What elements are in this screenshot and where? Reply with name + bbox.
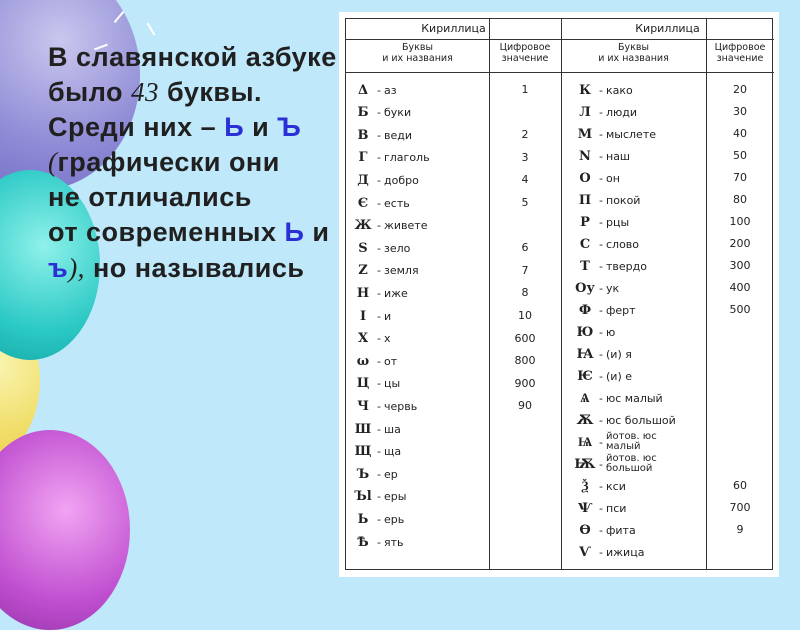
letter-name: покой bbox=[606, 193, 641, 207]
letter-row bbox=[352, 531, 404, 553]
cyrillic-table bbox=[345, 18, 773, 570]
dash-separator: - bbox=[599, 303, 603, 317]
letter-row bbox=[352, 147, 430, 169]
letter-name: йотов. юс большой bbox=[606, 453, 657, 474]
dash-separator: - bbox=[599, 127, 603, 141]
letter-name: кси bbox=[606, 479, 626, 493]
dash-separator: - bbox=[377, 377, 381, 391]
letter-row bbox=[352, 418, 401, 440]
dash-separator: - bbox=[599, 479, 603, 493]
cyrillic-glyph: Ъl bbox=[354, 489, 372, 505]
numeric-value: 60 bbox=[733, 479, 747, 492]
letter-row bbox=[574, 189, 640, 211]
letter-name: есть bbox=[384, 196, 410, 210]
letter-row bbox=[352, 373, 400, 395]
letter-name: (и) я bbox=[606, 347, 632, 361]
numeric-value bbox=[489, 531, 561, 553]
numeric-value: 8 bbox=[521, 286, 529, 300]
letter-row bbox=[574, 255, 647, 277]
letter-row bbox=[574, 277, 619, 299]
dash-separator: - bbox=[599, 347, 603, 361]
numeric-value bbox=[706, 541, 774, 563]
letter-row bbox=[574, 233, 639, 255]
dash-separator: - bbox=[599, 105, 603, 119]
letter-name: ша bbox=[384, 422, 401, 436]
dash-separator: - bbox=[377, 241, 381, 255]
numeric-value bbox=[706, 343, 774, 365]
letter-row bbox=[352, 215, 427, 237]
letter-row bbox=[574, 167, 620, 189]
numeric-value: 70 bbox=[733, 171, 747, 184]
cyrillic-glyph: Л bbox=[579, 104, 591, 120]
letter-name: х bbox=[384, 332, 391, 346]
dash-separator: - bbox=[377, 128, 381, 142]
cyrillic-glyph: Ѱ bbox=[577, 500, 593, 516]
cyrillic-glyph: Ѧ bbox=[580, 391, 590, 406]
letter-row bbox=[574, 211, 629, 233]
dash-separator: - bbox=[599, 435, 603, 449]
cyrillic-glyph: Щ bbox=[354, 444, 372, 460]
letter-name: ерь bbox=[384, 512, 405, 526]
dash-separator: - bbox=[599, 171, 603, 185]
letter-name: ю bbox=[606, 325, 616, 339]
letter-row bbox=[574, 145, 630, 167]
cyrillic-glyph: Б bbox=[357, 105, 369, 121]
left-header: Кириллица bbox=[346, 19, 561, 40]
cyrillic-glyph: Ѥ bbox=[577, 368, 593, 384]
numeric-value: 900 bbox=[514, 376, 536, 390]
cyrillic-glyph: Ѳ bbox=[579, 522, 591, 538]
letter-name: глаголь bbox=[384, 151, 430, 165]
numeric-value: 6 bbox=[521, 241, 529, 255]
numeric-value: 90 bbox=[518, 399, 532, 413]
letter-row bbox=[352, 192, 410, 214]
text-line bbox=[48, 145, 348, 180]
letter-name: и bbox=[384, 309, 392, 323]
letter-name: фита bbox=[606, 523, 636, 537]
letter-row bbox=[574, 343, 632, 365]
numeric-value bbox=[489, 418, 561, 440]
cyrillic-glyph: Ѭ bbox=[574, 456, 596, 472]
letter-row bbox=[574, 409, 676, 431]
right-letters-subheader: Буквы и их названия bbox=[561, 39, 706, 73]
numeric-value: 7 bbox=[521, 263, 529, 277]
letter-row bbox=[574, 453, 684, 475]
numeric-value bbox=[489, 486, 561, 508]
letter-name: веди bbox=[384, 128, 413, 142]
letter-row bbox=[574, 541, 644, 563]
dash-separator: - bbox=[599, 237, 603, 251]
letter-name: земля bbox=[384, 264, 419, 278]
magenta-balloon-decoration bbox=[0, 430, 130, 630]
numeric-value: 500 bbox=[729, 303, 751, 316]
letter-name: слово bbox=[606, 237, 640, 251]
numeric-value: 5 bbox=[521, 196, 529, 209]
dash-separator: - bbox=[377, 445, 381, 459]
cyrillic-glyph: Р bbox=[580, 214, 590, 230]
letter-name: юс большой bbox=[606, 413, 676, 427]
numeric-value: 40 bbox=[733, 127, 747, 140]
letter-name: цы bbox=[384, 377, 401, 391]
cyrillic-glyph: Оу bbox=[575, 280, 595, 296]
letter-row bbox=[352, 305, 391, 327]
letter-name: ижица bbox=[606, 545, 645, 559]
text-fragment: не отличались bbox=[48, 182, 252, 213]
dash-separator: - bbox=[599, 215, 603, 229]
letter-name: йотов. юс малый bbox=[606, 431, 657, 452]
dash-separator: - bbox=[599, 457, 603, 471]
dash-separator: - bbox=[377, 309, 381, 323]
letter-row bbox=[352, 102, 411, 124]
soft-sign-highlight: Ь bbox=[284, 217, 305, 248]
text-fragment: буквы. bbox=[159, 77, 263, 108]
dash-separator: - bbox=[599, 259, 603, 273]
numeric-value: 1 bbox=[521, 83, 529, 96]
dash-separator: - bbox=[377, 535, 381, 549]
text-fragment: ), bbox=[68, 252, 85, 283]
cyrillic-glyph: ω bbox=[356, 353, 370, 369]
cyrillic-glyph: Г bbox=[358, 150, 368, 166]
cyrillic-glyph: Ѫ bbox=[576, 412, 594, 428]
numeric-value: 20 bbox=[733, 83, 747, 96]
dash-separator: - bbox=[377, 196, 381, 210]
numeric-value: 50 bbox=[733, 149, 747, 162]
dash-separator: - bbox=[599, 83, 603, 97]
text-fragment: ( bbox=[48, 147, 58, 178]
numeric-value: 80 bbox=[733, 193, 747, 206]
letter-name: ять bbox=[384, 535, 404, 549]
letter-name: наш bbox=[606, 149, 630, 163]
letter-row bbox=[352, 79, 397, 101]
letter-row bbox=[352, 328, 391, 350]
cyrillic-glyph: П bbox=[578, 192, 592, 208]
text-fragment: от современных bbox=[48, 217, 285, 248]
cyrillic-glyph: І bbox=[359, 308, 367, 324]
text-fragment: и bbox=[244, 112, 278, 143]
cyrillic-glyph: М bbox=[577, 126, 593, 142]
letter-row bbox=[574, 387, 663, 409]
numeric-value bbox=[706, 431, 774, 453]
letter-name: люди bbox=[606, 105, 638, 119]
cyrillic-glyph: Є bbox=[357, 195, 369, 211]
letter-row bbox=[574, 365, 632, 387]
letter-name: аз bbox=[384, 83, 397, 97]
hard-sign-highlight: Ъ bbox=[277, 112, 302, 143]
cyrillic-glyph: Ѣ bbox=[357, 534, 369, 550]
cyrillic-glyph: Ѵ bbox=[579, 544, 591, 560]
text-fragment: В славянской азбуке bbox=[48, 42, 337, 72]
letter-row bbox=[574, 79, 633, 101]
cyrillic-glyph: Ь bbox=[357, 511, 369, 527]
cyrillic-glyph: Ѯ bbox=[581, 479, 589, 494]
letter-name: твердо bbox=[606, 259, 647, 273]
letter-row bbox=[574, 321, 615, 343]
letter-row bbox=[352, 486, 406, 508]
letter-row bbox=[352, 441, 401, 463]
dash-separator: - bbox=[599, 545, 603, 559]
dash-separator: - bbox=[377, 422, 381, 436]
cyrillic-glyph: Ю bbox=[576, 324, 594, 340]
text-fragment: графически они bbox=[57, 147, 280, 178]
text-line bbox=[48, 215, 348, 250]
letter-name: живете bbox=[384, 219, 428, 233]
letter-row bbox=[352, 282, 408, 304]
cyrillic-glyph: Ꙗ bbox=[576, 346, 594, 362]
numeric-value: 800 bbox=[514, 354, 536, 368]
letter-name: (и) е bbox=[606, 369, 632, 383]
text-line bbox=[48, 251, 348, 286]
numeric-value: 300 bbox=[729, 259, 751, 272]
letter-row bbox=[352, 124, 412, 146]
dash-separator: - bbox=[377, 219, 381, 233]
letter-row bbox=[352, 508, 404, 530]
dash-separator: - bbox=[599, 325, 603, 339]
cyrillic-glyph: Д bbox=[357, 172, 369, 188]
cyrillic-glyph: N bbox=[579, 148, 591, 164]
cyrillic-glyph: К bbox=[579, 82, 591, 98]
dash-separator: - bbox=[599, 369, 603, 383]
letter-row bbox=[352, 260, 419, 282]
dash-separator: - bbox=[599, 193, 603, 207]
numeric-value bbox=[489, 441, 561, 463]
letter-row bbox=[574, 431, 684, 453]
numeric-value: 400 bbox=[729, 281, 751, 294]
left-letters-subheader: Буквы и их названия bbox=[346, 39, 489, 73]
letter-name: еры bbox=[384, 490, 407, 504]
cyrillic-glyph: Ж bbox=[354, 218, 372, 234]
numeric-value: 10 bbox=[518, 309, 532, 322]
dash-separator: - bbox=[377, 399, 381, 413]
text-line bbox=[48, 110, 348, 145]
letter-name: иже bbox=[384, 286, 408, 300]
letter-name: юс малый bbox=[606, 391, 663, 405]
dash-separator: - bbox=[599, 501, 603, 515]
numeric-value bbox=[489, 215, 561, 237]
text-number: 43 bbox=[131, 77, 160, 108]
numeric-value: 4 bbox=[521, 173, 529, 187]
numeric-value bbox=[706, 409, 774, 431]
cyrillic-glyph: Ч bbox=[357, 398, 369, 414]
numeric-value: 600 bbox=[514, 331, 536, 345]
letter-row bbox=[574, 123, 656, 145]
cyrillic-glyph: Δ bbox=[357, 82, 369, 98]
cyrillic-glyph: Х bbox=[357, 331, 369, 347]
cyrillic-table-panel bbox=[339, 12, 779, 577]
right-header: Кириллица bbox=[561, 19, 774, 40]
letter-name: червь bbox=[384, 399, 418, 413]
dash-separator: - bbox=[599, 391, 603, 405]
letter-name: ферт bbox=[606, 303, 636, 317]
numeric-value bbox=[489, 463, 561, 485]
text-fragment: было bbox=[48, 77, 132, 108]
numeric-value: 700 bbox=[729, 501, 751, 514]
letter-name: ща bbox=[384, 445, 402, 459]
text-line bbox=[48, 75, 348, 110]
cyrillic-glyph: Ѕ bbox=[358, 240, 368, 256]
numeric-value bbox=[706, 387, 774, 409]
hard-sign-highlight: ъ bbox=[48, 252, 69, 283]
dash-separator: - bbox=[377, 106, 381, 120]
letter-row bbox=[574, 519, 636, 541]
letter-row bbox=[574, 101, 637, 123]
letter-row bbox=[352, 395, 417, 417]
dash-separator: - bbox=[377, 512, 381, 526]
soft-sign-highlight: Ь bbox=[224, 112, 245, 143]
cyrillic-glyph: Ъ bbox=[356, 466, 370, 482]
cyrillic-glyph: Ц bbox=[356, 376, 370, 392]
letter-name: он bbox=[606, 171, 620, 185]
letter-name: мыслете bbox=[606, 127, 657, 141]
letter-name: пси bbox=[606, 501, 627, 515]
left-digits-subheader: Цифровое значение bbox=[489, 39, 561, 73]
numeric-value: 100 bbox=[729, 215, 751, 228]
cyrillic-glyph: О bbox=[579, 170, 591, 186]
numeric-value: 9 bbox=[736, 523, 744, 536]
dash-separator: - bbox=[377, 286, 381, 300]
dash-separator: - bbox=[599, 523, 603, 537]
dash-separator: - bbox=[599, 149, 603, 163]
slide-text bbox=[48, 40, 348, 286]
text-line bbox=[48, 180, 348, 215]
numeric-value bbox=[706, 365, 774, 387]
numeric-value bbox=[706, 321, 774, 343]
cyrillic-glyph: В bbox=[357, 127, 369, 143]
cyrillic-glyph: С bbox=[579, 236, 591, 252]
text-line bbox=[48, 40, 348, 75]
letter-name: от bbox=[384, 354, 398, 368]
letter-name: ер bbox=[384, 467, 398, 481]
text-fragment: Среди них – bbox=[48, 112, 225, 143]
dash-separator: - bbox=[377, 490, 381, 504]
dash-separator: - bbox=[599, 413, 603, 427]
text-fragment: и bbox=[304, 217, 330, 248]
dash-separator: - bbox=[377, 173, 381, 187]
numeric-value: 3 bbox=[521, 150, 529, 164]
cyrillic-glyph: Ш bbox=[354, 421, 372, 437]
dash-separator: - bbox=[377, 264, 381, 278]
dash-separator: - bbox=[377, 332, 381, 346]
letter-name: ук bbox=[606, 281, 620, 295]
cyrillic-glyph: Ѩ bbox=[577, 435, 593, 450]
letter-name: добро bbox=[384, 173, 419, 187]
cyrillic-glyph: Ζ bbox=[358, 263, 368, 279]
numeric-value: 2 bbox=[521, 128, 529, 142]
letter-row bbox=[574, 299, 636, 321]
letter-name: зело bbox=[384, 241, 411, 255]
text-fragment: но назывались bbox=[84, 252, 305, 283]
dash-separator: - bbox=[377, 354, 381, 368]
letter-row bbox=[352, 463, 398, 485]
numeric-value: 30 bbox=[733, 105, 747, 118]
dash-separator: - bbox=[377, 83, 381, 97]
letter-name: рцы bbox=[606, 215, 630, 229]
right-digits-subheader: Цифровое значение bbox=[706, 39, 774, 73]
numeric-value bbox=[706, 453, 774, 475]
numeric-value bbox=[489, 508, 561, 530]
cyrillic-glyph: Н bbox=[356, 285, 370, 301]
dash-separator: - bbox=[377, 151, 381, 165]
dash-separator: - bbox=[377, 467, 381, 481]
letter-row bbox=[352, 169, 419, 191]
numeric-value bbox=[489, 102, 561, 124]
sparkle-decoration bbox=[147, 22, 156, 35]
cyrillic-glyph: Т bbox=[580, 258, 590, 274]
letter-row bbox=[574, 475, 626, 497]
letter-name: буки bbox=[384, 106, 412, 120]
dash-separator: - bbox=[599, 281, 603, 295]
letter-row bbox=[574, 497, 626, 519]
column-divider bbox=[561, 19, 562, 569]
letter-row bbox=[352, 350, 397, 372]
letter-row bbox=[352, 237, 410, 259]
numeric-value: 200 bbox=[729, 237, 751, 250]
letter-name: како bbox=[606, 83, 633, 97]
cyrillic-glyph: Ф bbox=[578, 302, 592, 318]
